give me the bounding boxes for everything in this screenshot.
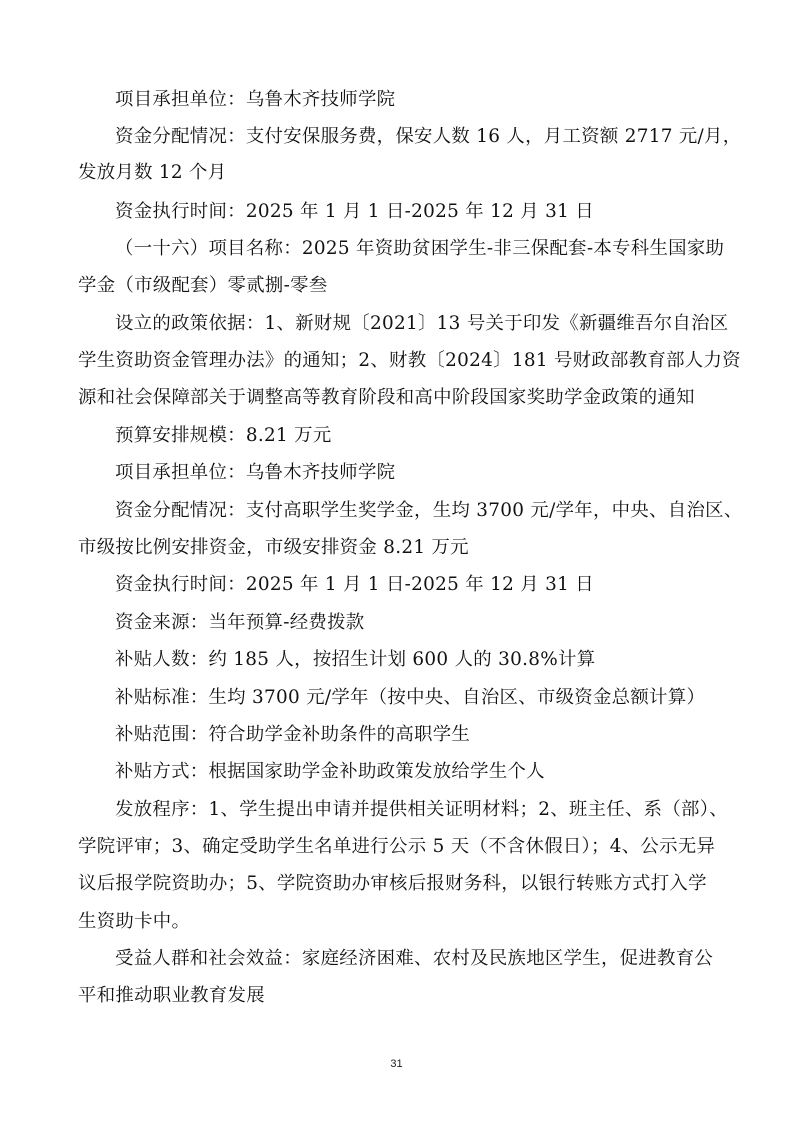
page-number: 31 <box>390 1058 403 1070</box>
text-line: 资金分配情况：支付安保服务费，保安人数 16 人，月工资额 2717 元/月， <box>115 126 742 147</box>
text-line: 资金来源：当年预算-经费拨款 <box>115 612 365 633</box>
text-line: 项目承担单位：乌鲁木齐技师学院 <box>115 89 396 110</box>
text-line: 补贴范围：符合助学金补助条件的高职学生 <box>115 724 471 745</box>
text-line: 学院评审；3、确定受助学生名单进行公示 5 天（不含休假日）；4、公示无异 <box>78 836 716 857</box>
text-line: 学生资助资金管理办法》的通知；2、财教〔2024〕181 号财政部教育部人力资 <box>78 350 741 371</box>
text-line: 补贴人数：约 185 人，按招生计划 600 人的 30.8%计算 <box>115 649 596 670</box>
text-line: 预算安排规模：8.21 万元 <box>115 425 332 446</box>
text-line: 设立的政策依据：1、新财规〔2021〕13 号关于印发《新疆维吾尔自治区 <box>115 313 729 334</box>
text-line: 资金执行时间：2025 年 1 月 1 日-2025 年 12 月 31 日 <box>115 574 594 595</box>
section-heading-cont: 学金（市级配套）零贰捌-零叁 <box>78 275 328 296</box>
text-line: 资金执行时间：2025 年 1 月 1 日-2025 年 12 月 31 日 <box>115 201 594 222</box>
text-line: 补贴标准：生均 3700 元/学年（按中央、自治区、市级资金总额计算） <box>115 687 706 708</box>
text-line: 平和推动职业教育发展 <box>78 985 265 1006</box>
text-line: 源和社会保障部关于调整高等教育阶段和高中阶段国家奖助学金政策的通知 <box>78 387 695 408</box>
text-line: 资金分配情况：支付高职学生奖学金，生均 3700 元/学年，中央、自治区、 <box>115 500 743 521</box>
text-line: 项目承担单位：乌鲁木齐技师学院 <box>115 462 396 483</box>
text-line: 补贴方式：根据国家助学金补助政策发放给学生个人 <box>115 761 545 782</box>
section-heading: （一十六）项目名称：2025 年资助贫困学生-非三保配套-本专科生国家助 <box>115 238 725 259</box>
text-line: 发放月数 12 个月 <box>78 162 227 183</box>
text-line: 市级按比例安排资金，市级安排资金 8.21 万元 <box>78 537 469 558</box>
text-line: 受益人群和社会效益：家庭经济困难、农村及民族地区学生，促进教育公 <box>115 948 714 969</box>
text-line: 议后报学院资助办；5、学院资助办审核后报财务科，以银行转账方式打入学 <box>78 873 707 894</box>
text-line: 生资助卡中。 <box>78 911 191 932</box>
text-line: 发放程序：1、学生提出申请并提供相关证明材料；2、班主任、系（部）、 <box>115 799 728 820</box>
